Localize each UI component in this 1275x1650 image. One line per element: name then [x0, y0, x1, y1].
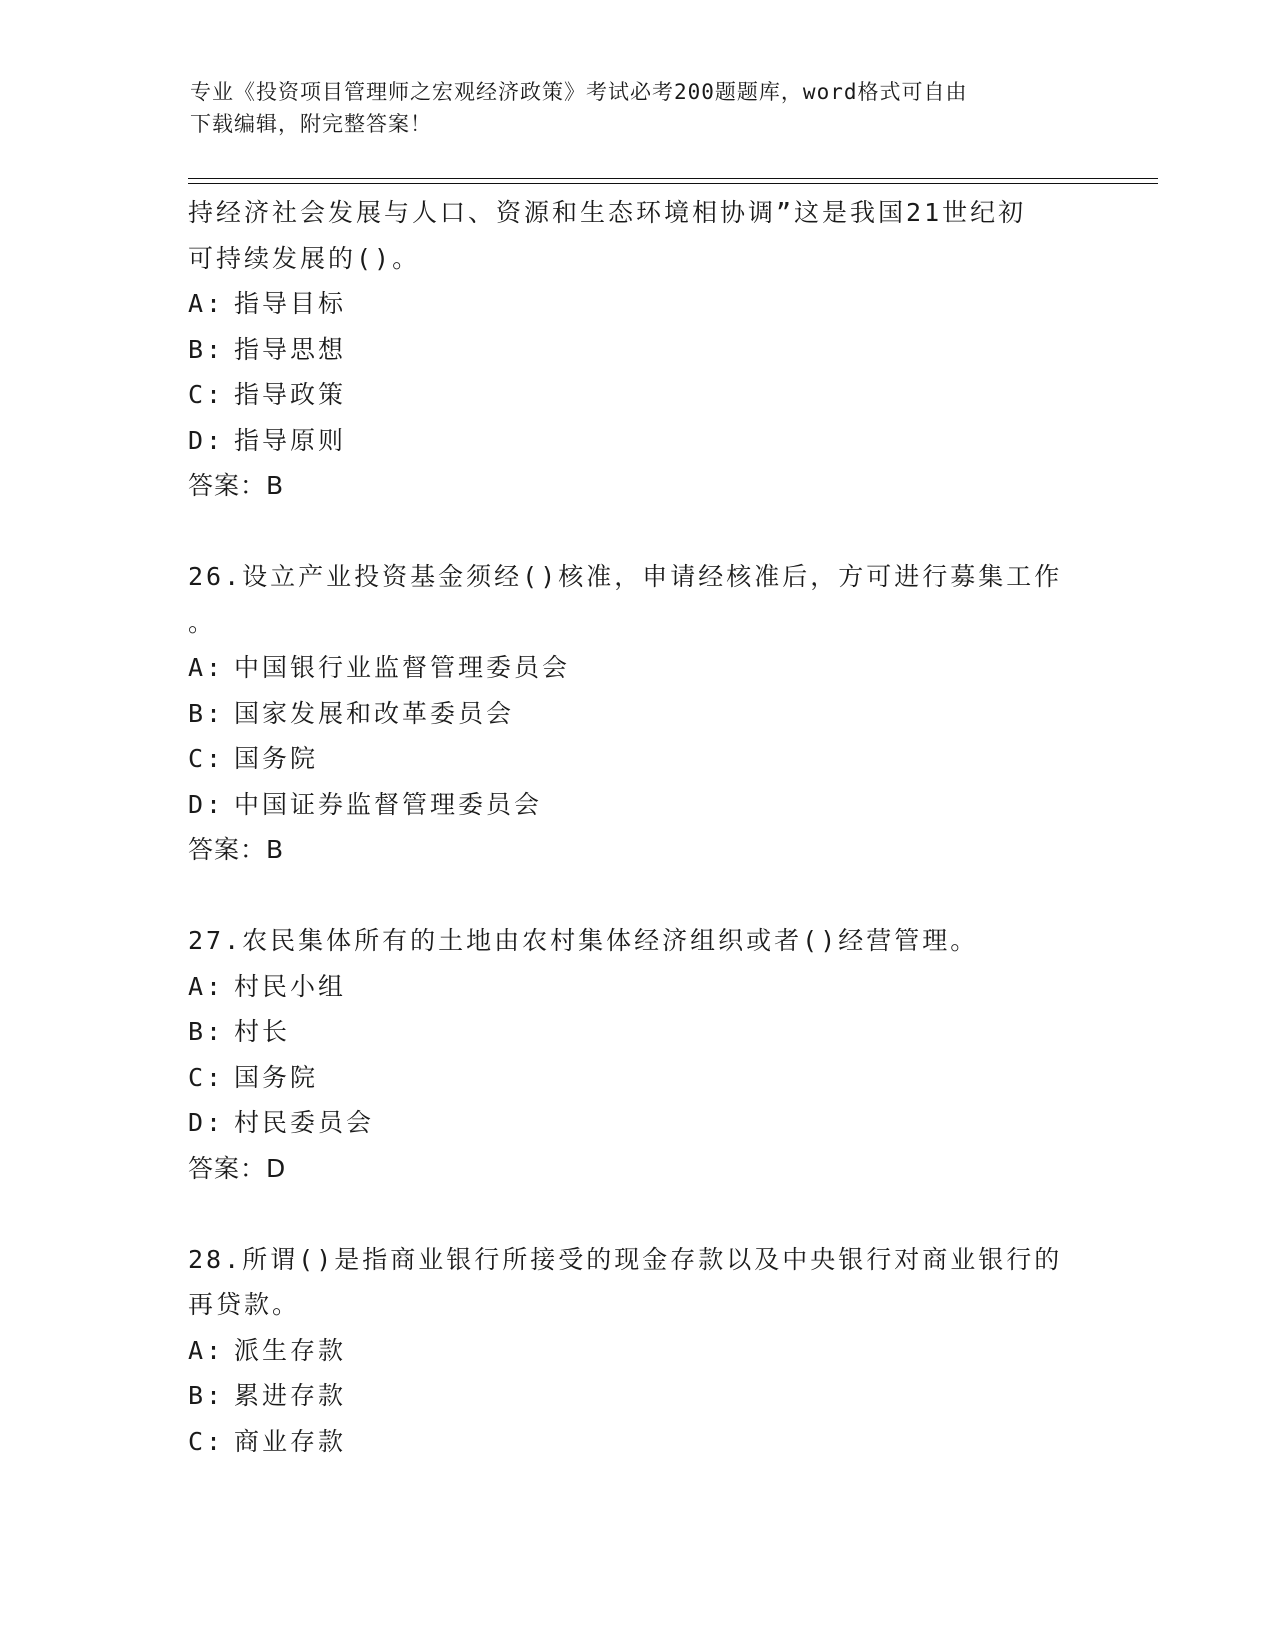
option-letter: D: [188, 425, 225, 455]
option-a [188, 281, 1088, 327]
question-27 [188, 918, 1088, 1191]
option-text: 中国银行业监督管理委员会 [234, 653, 571, 682]
option-letter: B: [188, 1381, 225, 1410]
option-text: 国务院 [234, 1062, 319, 1092]
spacer [188, 873, 1088, 919]
option-c [188, 372, 1088, 418]
question-stem-line: 26.设立产业投资基金须经()核准，申请经核准后，方可进行募集工作 [188, 562, 1063, 591]
option-letter: B: [188, 1017, 225, 1046]
option-text: 指导政策 [234, 380, 347, 409]
answer-line: 答案：B [188, 471, 285, 500]
option-letter: C: [188, 1426, 225, 1456]
option-text: 指导思想 [234, 334, 347, 364]
option-text: 派生存款 [234, 1335, 347, 1365]
option-letter: A: [188, 971, 225, 1001]
option-text: 中国证券监督管理委员会 [234, 789, 543, 819]
option-letter: B: [188, 698, 225, 728]
option-text: 国家发展和改革委员会 [234, 698, 515, 728]
option-a [188, 964, 1088, 1010]
question-25 [188, 190, 1088, 509]
option-b [188, 1009, 1088, 1055]
header-line-1: 专业《投资项目管理师之宏观经济政策》考试必考200题题库，word格式可自由 [190, 80, 968, 104]
option-c [188, 1419, 1088, 1465]
option-c [188, 1055, 1088, 1101]
question-28 [188, 1237, 1088, 1465]
option-text: 指导目标 [234, 289, 347, 318]
question-list [188, 190, 1088, 1464]
option-d [188, 418, 1088, 464]
option-a [188, 645, 1088, 691]
question-stem-line: 再贷款。 [188, 1290, 301, 1319]
option-d [188, 782, 1088, 828]
question-stem-line: 27.农民集体所有的土地由农村集体经济组织或者()经营管理。 [188, 926, 979, 955]
option-text: 村民委员会 [234, 1108, 375, 1137]
option-b [188, 1373, 1088, 1419]
header-line-2: 下载编辑，附完整答案！ [190, 112, 432, 136]
spacer [188, 1191, 1088, 1237]
option-text: 累进存款 [234, 1381, 347, 1410]
option-text: 村民小组 [234, 971, 347, 1001]
option-letter: C: [188, 380, 225, 409]
option-text: 村长 [234, 1017, 291, 1046]
option-letter: D: [188, 1108, 225, 1137]
option-letter: D: [188, 789, 225, 819]
question-stem-line: 。 [188, 607, 217, 637]
option-letter: C: [188, 744, 225, 773]
question-stem-line: 可持续发展的()。 [188, 243, 421, 273]
option-letter: B: [188, 334, 225, 364]
option-text: 指导原则 [234, 425, 347, 455]
spacer [188, 509, 1088, 555]
option-a [188, 1328, 1088, 1374]
option-b [188, 327, 1088, 373]
answer-line: 答案：D [188, 1153, 287, 1183]
header-divider-top [188, 178, 1158, 179]
option-b [188, 691, 1088, 737]
question-stem-line: 持经济社会发展与人口、资源和生态环境相协调”这是我国21世纪初 [188, 198, 1027, 227]
option-c [188, 736, 1088, 782]
answer-line: 答案：B [188, 835, 285, 864]
option-letter: A: [188, 289, 225, 318]
option-letter: A: [188, 1335, 225, 1365]
option-text: 国务院 [234, 744, 319, 773]
question-stem-line: 28.所谓()是指商业银行所接受的现金存款以及中央银行对商业银行的 [188, 1244, 1063, 1274]
header-divider-bottom [188, 183, 1158, 184]
option-d [188, 1100, 1088, 1146]
document-header [190, 76, 1090, 140]
option-letter: C: [188, 1062, 225, 1092]
option-letter: A: [188, 653, 225, 682]
option-text: 商业存款 [234, 1426, 347, 1456]
question-26 [188, 554, 1088, 873]
